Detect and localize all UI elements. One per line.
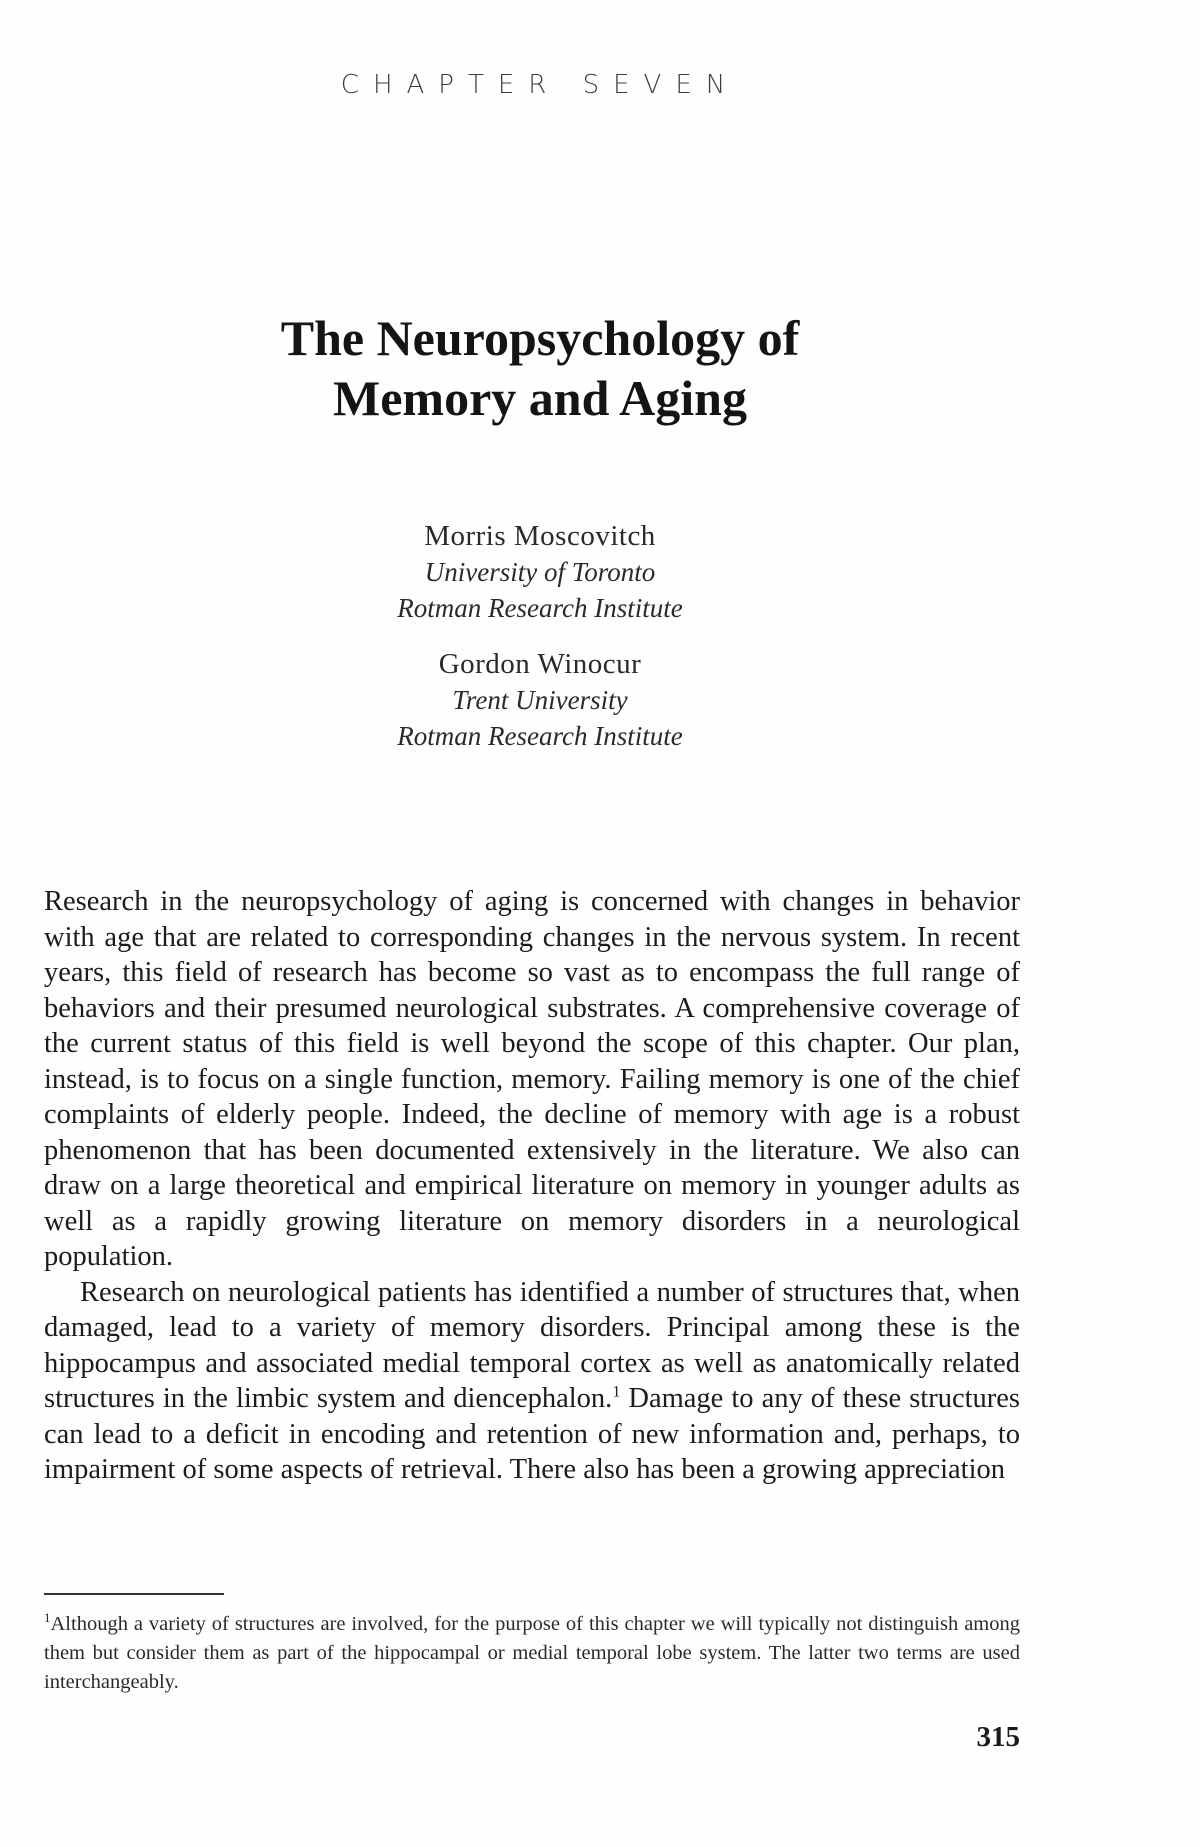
author-name: Gordon Winocur (438, 648, 642, 680)
body-text (44, 884, 1020, 1488)
author-list (300, 518, 780, 774)
author-block (300, 646, 780, 754)
footnote-text: Although a variety of structures are involved, for the purpose of this chapter we will typically not distinguish among them but consider them as part of the hippocampal or medial temporal lobe system. The latter two terms are used interchangeably. (44, 1613, 1020, 1693)
footnote (44, 1610, 1020, 1697)
author-affiliation: University of Toronto (424, 557, 656, 587)
page-number: 315 (976, 1721, 1020, 1753)
author-block (300, 518, 780, 626)
chapter-title-line-1: The Neuropsychology of (280, 310, 800, 366)
body-paragraph (44, 1275, 1020, 1488)
author-name: Morris Moscovitch (424, 520, 656, 552)
chapter-title (160, 308, 920, 428)
footnote-reference: 1 (612, 1383, 621, 1401)
body-paragraph: Research in the neuropsychology of aging is concerned with changes in behavior with age that are related to corresponding changes in the nervous system. In recent years, this field of research has become so vast as to encompass the full range of behaviors and their presumed neurological substrates. A comprehensive coverage of the current status of this field is well beyond the scope of this chapter. Our plan, instead, is to focus on a single function, memory. Failing memory is one of the chief complaints of elderly people. Indeed, the decline of memory with age is a robust phenomenon that has been documented extensively in the literature. We also can draw on a large theoretical and empirical literature on memory in younger adults as well as a rapidly growing literature on memory disorders in a neurological population. (44, 886, 1020, 1272)
chapter-title-line-2: Memory and Aging (333, 370, 747, 426)
author-affiliation: Trent University (452, 685, 628, 715)
footnote-divider (44, 1593, 224, 1595)
footnote-mark: 1 (44, 1610, 51, 1626)
author-affiliation: Rotman Research Institute (397, 593, 683, 623)
paragraph-text: Research on neurological patients has identified a number of structures that, when damaged, lead to a variety of memory disorders. Principal among these is the hippocampus and associated medial temporal cortex as well as anatomically related structures in the limbic system and diencephalon. (44, 1276, 1020, 1414)
chapter-label: CHAPTER SEVEN (340, 70, 740, 100)
paragraph-text: Damage to any of these structures can lead to a deficit in encoding and retention of new information and, perhaps, to impairment of some aspects of retrieval. There also has been a growing appreciation (44, 1383, 1020, 1485)
author-affiliation: Rotman Research Institute (397, 721, 683, 751)
